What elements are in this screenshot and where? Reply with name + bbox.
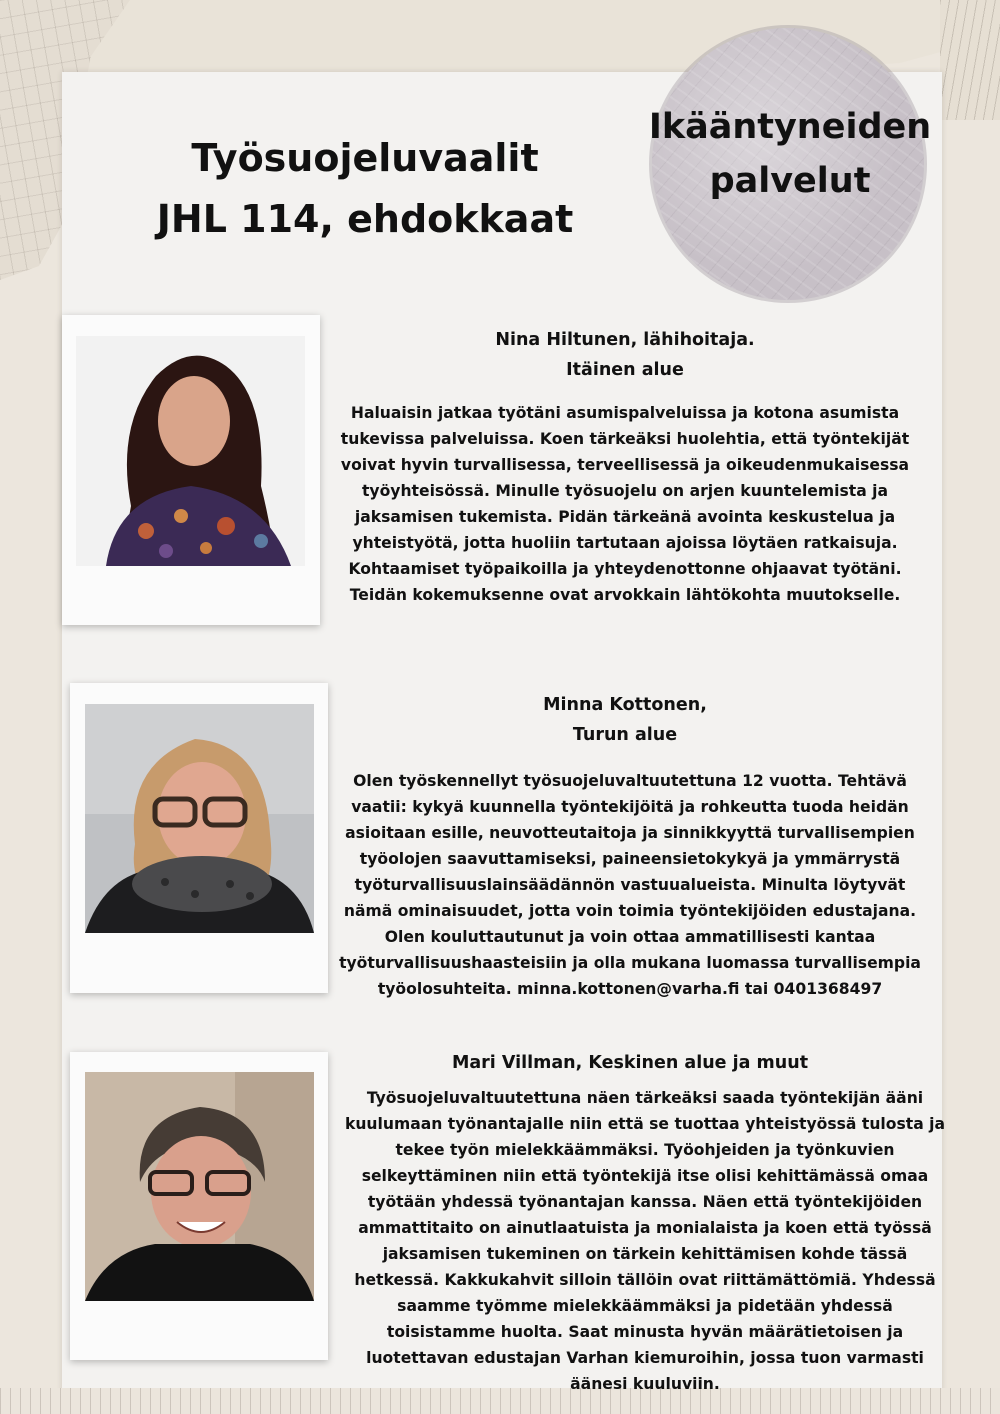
candidate-heading	[400, 325, 850, 385]
bio-line: asioitaan esille, neuvotteutaitoja ja sinnikkyyttä turvallisempien	[345, 824, 915, 842]
bio-line: jaksamisen tukeminen on tärkein kehittämisen kohde tässä	[382, 1245, 908, 1263]
bio-line: työolojen saavuttamiseksi, paineensietokykyä ja ymmärrystä	[359, 850, 901, 868]
candidate-photo-frame	[70, 1052, 328, 1360]
bio-line: Olen työskennellyt työsuojeluvaltuutettuna 12 vuotta. Tehtävä	[353, 772, 907, 790]
candidate-region: Turun alue	[572, 725, 678, 745]
candidate-photo-frame	[62, 315, 320, 625]
bio-line: luotettavan edustajan Varhan kiemuroihin, jossa tuon varmasti	[366, 1349, 924, 1367]
bio-line: yhteistyötä, jotta huoliin tartutaan ajoissa löytäen ratkaisuja.	[352, 534, 898, 552]
candidate-name: Minna Kottonen,	[543, 695, 707, 715]
portrait-image	[76, 336, 305, 566]
bio-line: Haluaisin jatkaa työtäni asumispalveluissa ja kotona asumista	[350, 404, 900, 422]
bio-line: kuulumaan työnantajalle niin että se tuottaa yhteistyössä tulosta ja	[344, 1115, 946, 1133]
bio-line: saamme työmme mielekkäämmäksi ja pidetään yhdessä	[397, 1297, 893, 1315]
page-title	[150, 128, 580, 250]
candidate-heading	[400, 1048, 860, 1078]
bio-line: työtään yhdessä työnantajan kanssa. Näen että työntekijöiden	[367, 1193, 923, 1211]
bio-line: Teidän kokemuksenne ovat arvokkain lähtökohta muutokselle.	[349, 586, 901, 604]
category-badge	[645, 100, 935, 209]
bio-line: nämä ominaisuudet, jotta voin toimia työntekijöiden edustajana.	[343, 902, 917, 920]
bio-line: selkeyttäminen niin että työntekijä itse olisi kehittämässä omaa	[361, 1167, 929, 1185]
bio-line: tukevissa palveluissa. Koen tärkeäksi huolehtia, että työntekijät	[340, 430, 910, 448]
title-line-1: Työsuojeluvaalit	[191, 136, 539, 180]
candidate-photo	[85, 704, 314, 933]
bio-line: tekee työn mielekkäämmäksi. Työohjeiden ja työnkuvien	[395, 1141, 895, 1159]
candidate-name: Nina Hiltunen, lähihoitaja.	[495, 330, 755, 350]
candidate-photo	[76, 336, 305, 566]
portrait-image	[85, 704, 314, 933]
bio-line: Kohtaamiset työpaikoilla ja yhteydenottonne ohjaavat työtäni.	[348, 560, 902, 578]
badge-line-1: Ikääntyneiden	[648, 107, 932, 147]
bio-line: Työsuojeluvaltuutettuna näen tärkeäksi saada työntekijän ääni	[366, 1089, 924, 1107]
title-line-2: JHL 114, ehdokkaat	[156, 196, 574, 241]
torn-paper-decoration-right	[940, 0, 1000, 120]
bio-line: Olen kouluttautunut ja voin ottaa ammatillisesti kantaa	[384, 928, 876, 946]
candidate-bio	[330, 1085, 960, 1397]
bio-line: työolosuhteita. minna.kottonen@varha.fi tai 0401368497	[377, 980, 883, 998]
bio-line: äänesi kuuluviin.	[570, 1375, 720, 1393]
candidate-bio	[340, 400, 910, 608]
candidate-region: Itäinen alue	[566, 360, 684, 380]
bio-line: työturvallisuuslainsäädännön vastuualueista. Minulta löytyvät	[354, 876, 906, 894]
bio-line: työyhteisössä. Minulle työsuojelu on arjen kuuntelemista ja	[361, 482, 889, 500]
badge-line-2: palvelut	[709, 161, 871, 202]
portrait-image	[85, 1072, 314, 1301]
candidate-bio	[330, 768, 930, 1002]
bio-line: jaksamisen tukemista. Pidän tärkeänä avointa keskustelua ja	[354, 508, 896, 526]
bio-line: voivat hyvin turvallisessa, terveellisessä ja oikeudenmukaisessa	[340, 456, 910, 474]
bio-line: ammattitaito on ainutlaatuista ja monialaista ja koen että työssä	[358, 1219, 932, 1237]
bio-line: työturvallisuushaasteisiin ja olla mukana luomassa turvallisempia	[339, 954, 921, 972]
candidate-heading	[400, 690, 850, 750]
candidate-photo-frame	[70, 683, 328, 993]
bio-line: hetkessä. Kakkukahvit silloin tällöin ovat riittämättömiä. Yhdessä	[354, 1271, 936, 1289]
candidate-photo	[85, 1072, 314, 1301]
bio-line: vaatii: kykyä kuunnella työntekijöitä ja rohkeutta tuoda heidän	[351, 798, 909, 816]
bio-line: toisistamme huolta. Saat minusta hyvän määrätietoisen ja	[386, 1323, 904, 1341]
candidate-name: Mari Villman, Keskinen alue ja muut	[451, 1053, 809, 1073]
